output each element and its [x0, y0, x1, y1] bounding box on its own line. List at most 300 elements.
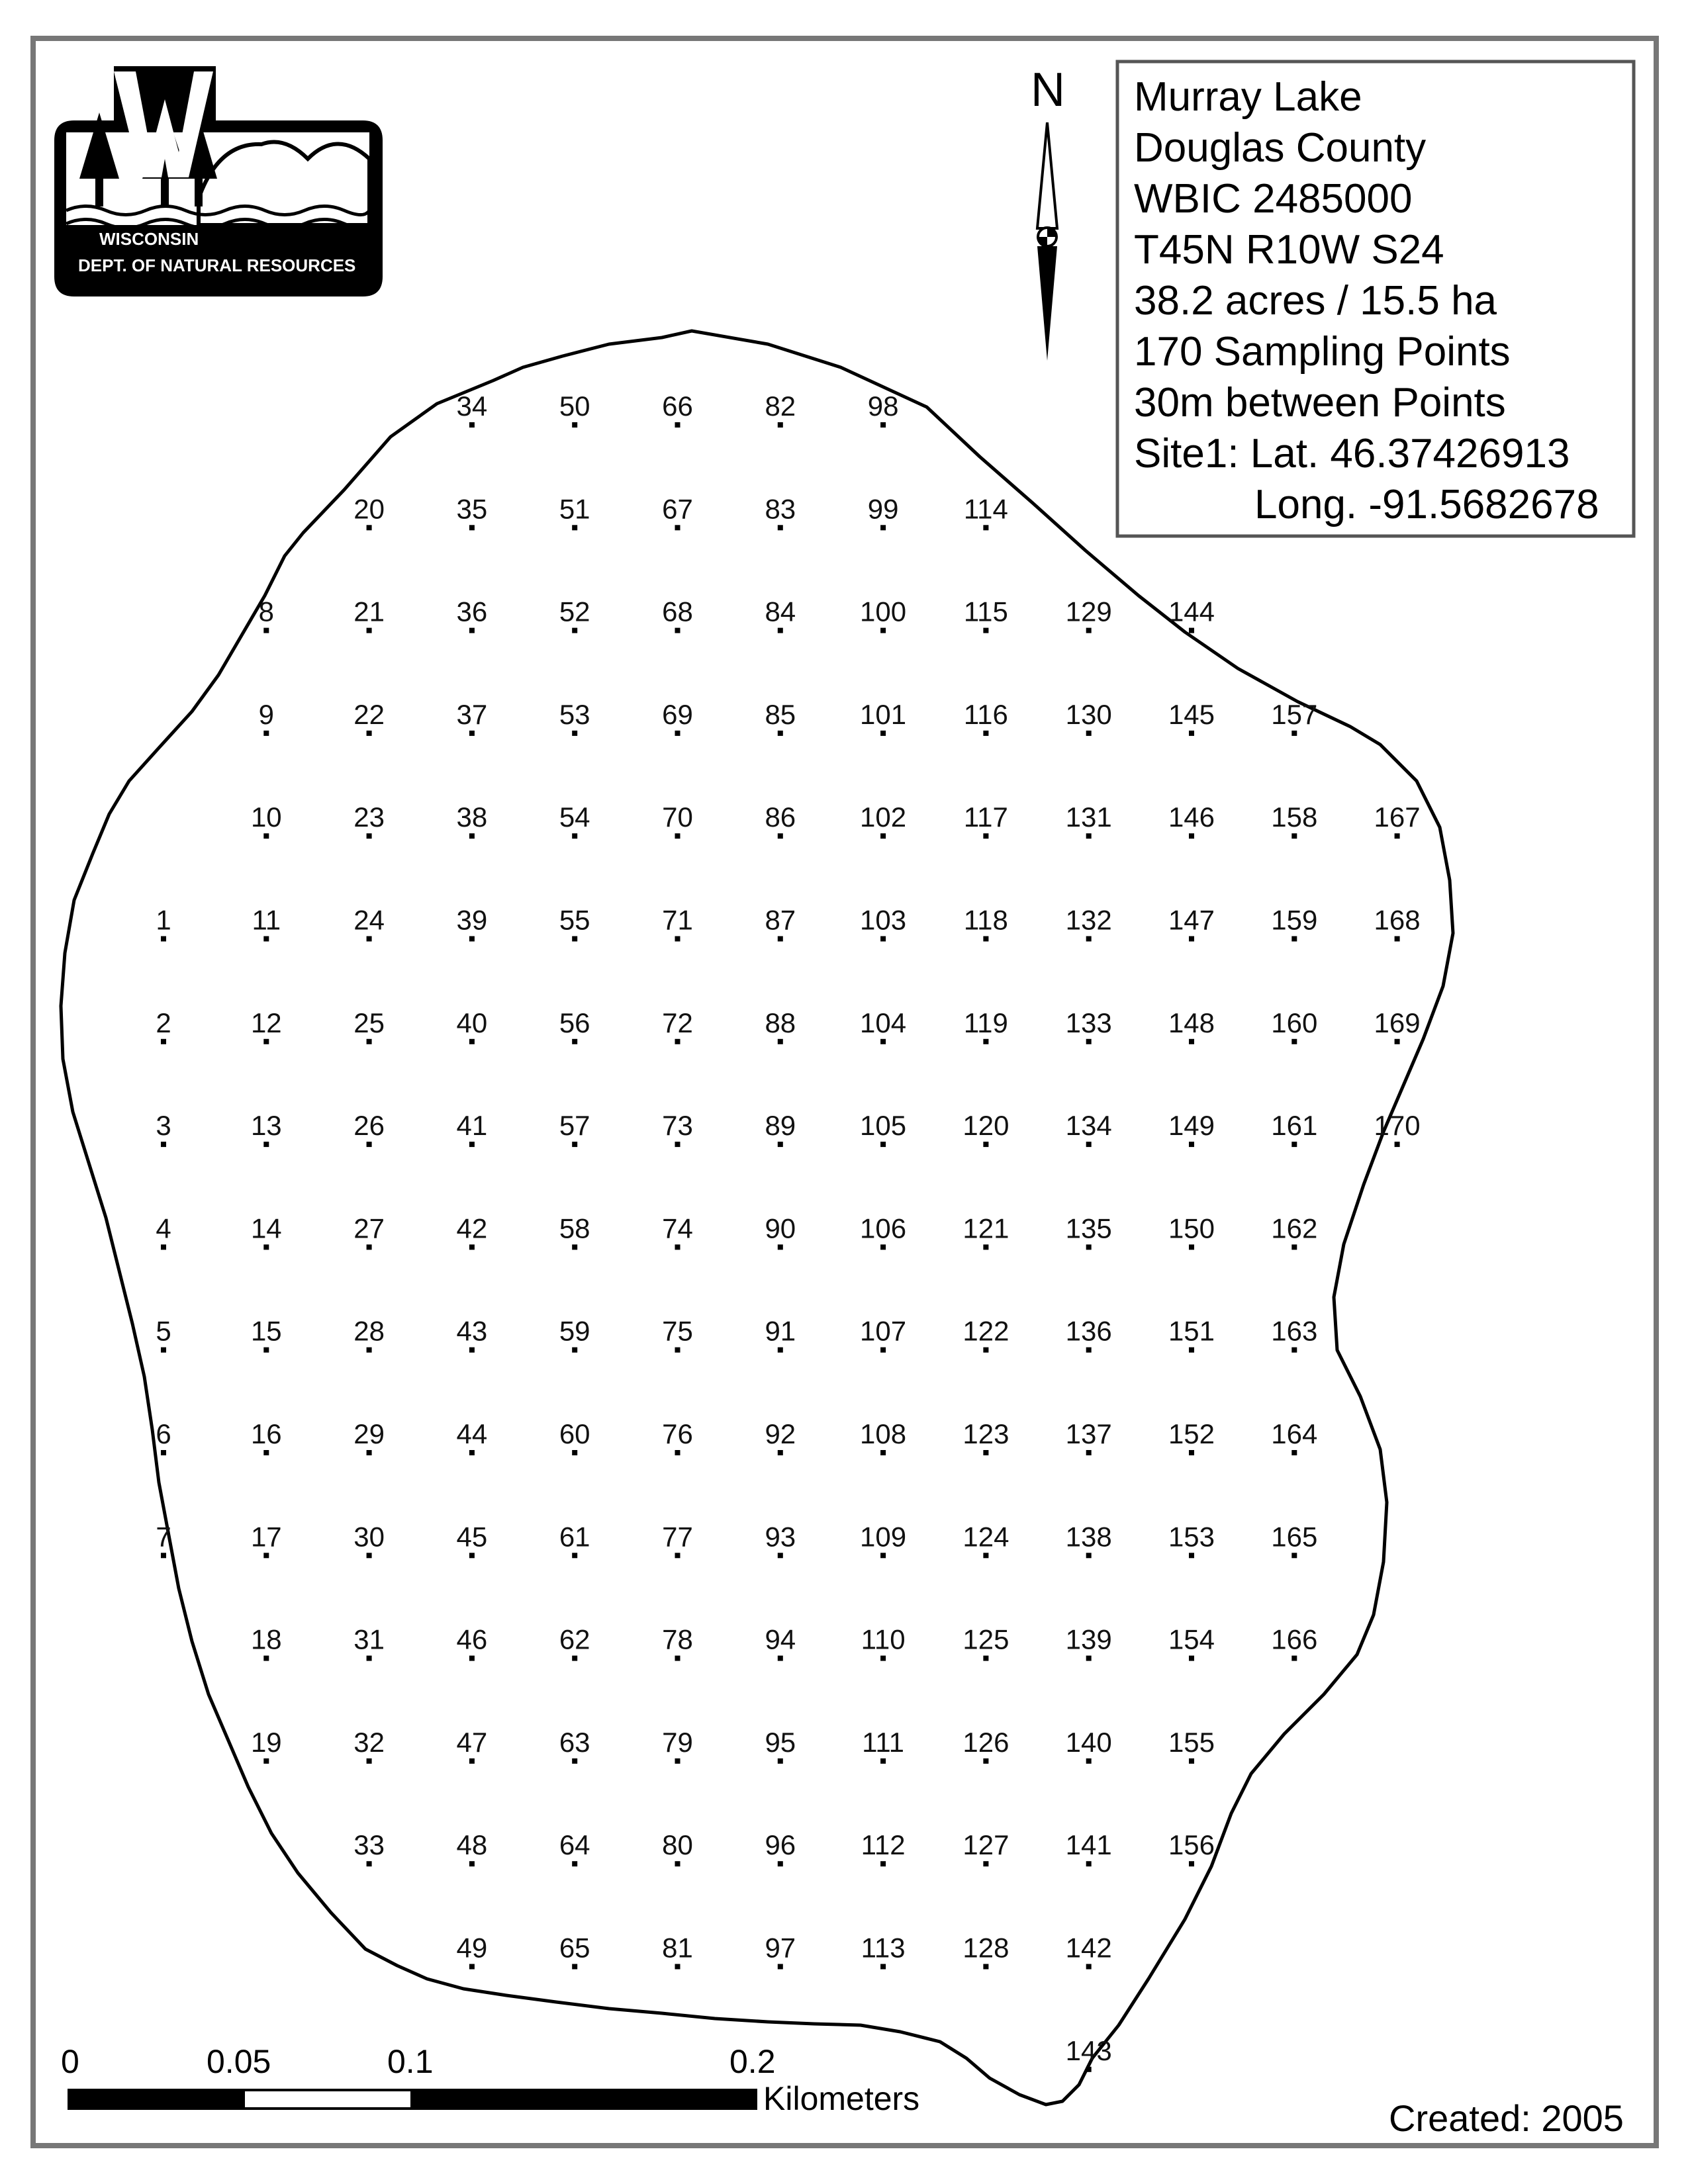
sampling-point-marker — [880, 1758, 886, 1764]
sampling-point-label: 155 — [1168, 1726, 1215, 1758]
sampling-point-marker — [367, 1861, 372, 1866]
sampling-point-marker — [880, 1861, 886, 1866]
sampling-point-label: 121 — [962, 1212, 1009, 1244]
sampling-point-marker — [1189, 1656, 1194, 1661]
sampling-point-label: 133 — [1065, 1007, 1112, 1038]
sampling-point-marker — [880, 1244, 886, 1250]
sampling-point-marker — [469, 628, 475, 633]
sampling-point-label: 12 — [250, 1007, 282, 1038]
sampling-point-label: 151 — [1168, 1315, 1215, 1347]
sampling-point-label: 116 — [963, 698, 1008, 730]
sampling-point-label: 55 — [559, 904, 590, 936]
sampling-point-label: 18 — [250, 1623, 282, 1655]
sampling-point-marker — [572, 525, 577, 530]
sampling-point-marker — [880, 1553, 886, 1558]
sampling-point-label: 112 — [861, 1829, 906, 1861]
sampling-point-marker — [469, 1347, 475, 1353]
sampling-point-marker — [1189, 1347, 1194, 1353]
sampling-point-marker — [983, 731, 988, 736]
sampling-point-marker — [367, 1142, 372, 1147]
sampling-point-marker — [161, 936, 166, 942]
sampling-point-marker — [675, 1142, 680, 1147]
sampling-point-marker — [1086, 936, 1092, 942]
site1-latitude: Site1: Lat. 46.37426913 — [1134, 431, 1570, 477]
sampling-point-marker — [675, 1244, 680, 1250]
sampling-point-label: 170 — [1374, 1110, 1421, 1142]
sampling-point-label: 125 — [962, 1623, 1009, 1655]
sampling-point-marker — [1086, 1450, 1092, 1455]
sampling-point-label: 147 — [1168, 904, 1215, 936]
sampling-point-label: 162 — [1271, 1212, 1318, 1244]
sampling-point-marker — [1189, 1758, 1194, 1764]
sampling-point-label: 160 — [1271, 1007, 1318, 1038]
sampling-point-label: 35 — [456, 493, 488, 525]
sampling-point-marker — [263, 1039, 269, 1044]
sampling-point-marker — [572, 833, 577, 839]
sampling-point-marker — [572, 1861, 577, 1866]
sampling-point-marker — [469, 1861, 475, 1866]
sampling-point-marker — [161, 1142, 166, 1147]
scale-unit: Kilometers — [763, 2080, 920, 2117]
township-range-section: T45N R10W S24 — [1134, 227, 1444, 273]
sampling-point-label: 74 — [662, 1212, 693, 1244]
sampling-point-marker — [263, 1244, 269, 1250]
sampling-point-label: 73 — [662, 1110, 693, 1142]
sampling-point-marker — [983, 936, 988, 942]
sampling-point-label: 51 — [559, 493, 590, 525]
sampling-point-label: 88 — [765, 1007, 796, 1038]
sampling-point-marker — [778, 1964, 783, 1970]
sampling-point-label: 97 — [765, 1932, 796, 1964]
sampling-point-label: 64 — [559, 1829, 590, 1861]
sampling-point-label: 49 — [456, 1932, 488, 1964]
sampling-point-marker — [1086, 731, 1092, 736]
county: Douglas County — [1134, 125, 1427, 171]
sampling-point-label: 139 — [1065, 1623, 1112, 1655]
sampling-point-marker — [161, 1039, 166, 1044]
sampling-point-marker — [1189, 1142, 1194, 1147]
sampling-point-label: 30 — [353, 1521, 385, 1553]
sampling-point-marker — [983, 1347, 988, 1353]
sampling-point-label: 52 — [559, 596, 590, 627]
sampling-point-label: 103 — [860, 904, 907, 936]
sampling-point-label: 163 — [1271, 1315, 1318, 1347]
sampling-point-label: 161 — [1271, 1110, 1318, 1142]
sampling-point-label: 59 — [559, 1315, 590, 1347]
sampling-point-label: 65 — [559, 1932, 590, 1964]
sampling-point-label: 167 — [1374, 801, 1421, 833]
sampling-point-marker — [880, 731, 886, 736]
sampling-point-label: 57 — [559, 1110, 590, 1142]
sampling-point-marker — [778, 628, 783, 633]
sampling-point-label: 129 — [1065, 596, 1112, 627]
sampling-point-marker — [880, 422, 886, 428]
sampling-point-label: 131 — [1065, 801, 1112, 833]
sampling-point-marker — [983, 628, 988, 633]
sampling-point-marker — [469, 525, 475, 530]
sampling-point-label: 123 — [962, 1418, 1009, 1449]
sampling-point-label: 3 — [156, 1110, 171, 1142]
sampling-point-label: 27 — [353, 1212, 385, 1244]
sampling-point-marker — [263, 936, 269, 942]
logo-line-1: WISCONSIN — [99, 229, 199, 249]
sampling-point-label: 8 — [258, 596, 274, 627]
sampling-point-label: 36 — [456, 596, 488, 627]
sampling-point-label: 168 — [1374, 904, 1421, 936]
sampling-point-label: 159 — [1271, 904, 1318, 936]
sampling-point-label: 143 — [1065, 2034, 1112, 2066]
sampling-point-marker — [469, 833, 475, 839]
sampling-point-label: 84 — [765, 596, 796, 627]
sampling-point-marker — [1291, 1039, 1297, 1044]
sampling-point-marker — [675, 833, 680, 839]
sampling-point-marker — [1086, 628, 1092, 633]
sampling-point-marker — [263, 731, 269, 736]
sampling-point-label: 113 — [861, 1932, 906, 1964]
sampling-point-label: 76 — [662, 1418, 693, 1449]
sampling-point-marker — [1291, 833, 1297, 839]
sampling-point-label: 38 — [456, 801, 488, 833]
sampling-point-count: 170 Sampling Points — [1134, 329, 1511, 375]
sampling-point-marker — [1086, 1244, 1092, 1250]
sampling-point-marker — [161, 1553, 166, 1558]
sampling-point-marker — [1291, 1142, 1297, 1147]
sampling-point-marker — [1189, 833, 1194, 839]
scale-segment-3 — [412, 2090, 756, 2109]
sampling-point-marker — [469, 1964, 475, 1970]
sampling-point-marker — [161, 1347, 166, 1353]
sampling-point-marker — [778, 525, 783, 530]
sampling-point-label: 156 — [1168, 1829, 1215, 1861]
sampling-point-marker — [1189, 1039, 1194, 1044]
sampling-point-marker — [367, 1347, 372, 1353]
sampling-point-marker — [675, 1039, 680, 1044]
sampling-point-marker — [983, 525, 988, 530]
sampling-point-label: 20 — [353, 493, 385, 525]
site1-longitude: Long. -91.5682678 — [1254, 482, 1599, 527]
sampling-point-marker — [1291, 1244, 1297, 1250]
sampling-point-label: 164 — [1271, 1418, 1318, 1449]
sampling-point-label: 32 — [353, 1726, 385, 1758]
sampling-point-label: 83 — [765, 493, 796, 525]
sampling-point-marker — [263, 1142, 269, 1147]
sampling-point-label: 17 — [250, 1521, 282, 1553]
sampling-point-marker — [469, 1039, 475, 1044]
sampling-point-label: 85 — [765, 698, 796, 730]
sampling-point-marker — [1189, 936, 1194, 942]
sampling-point-marker — [263, 833, 269, 839]
sampling-point-marker — [778, 1861, 783, 1866]
sampling-point-label: 141 — [1065, 1829, 1112, 1861]
sampling-point-marker — [1291, 1450, 1297, 1455]
sampling-point-label: 127 — [962, 1829, 1009, 1861]
sampling-point-marker — [675, 936, 680, 942]
sampling-point-marker — [983, 1656, 988, 1661]
sampling-point-marker — [778, 936, 783, 942]
sampling-point-label: 1 — [156, 904, 171, 936]
sampling-point-label: 140 — [1065, 1726, 1112, 1758]
sampling-point-marker — [880, 936, 886, 942]
sampling-point-marker — [1086, 1553, 1092, 1558]
sampling-point-label: 92 — [765, 1418, 796, 1449]
sampling-point-label: 109 — [860, 1521, 907, 1553]
sampling-point-marker — [161, 1244, 166, 1250]
sampling-point-label: 105 — [860, 1110, 907, 1142]
sampling-point-marker — [983, 1244, 988, 1250]
sampling-point-label: 132 — [1065, 904, 1112, 936]
sampling-point-marker — [1086, 1758, 1092, 1764]
sampling-point-marker — [572, 1656, 577, 1661]
sampling-point-label: 46 — [456, 1623, 488, 1655]
logo-line-2: DEPT. OF NATURAL RESOURCES — [78, 255, 356, 275]
sampling-point-marker — [983, 1039, 988, 1044]
sampling-point-label: 41 — [456, 1110, 488, 1142]
sampling-point-marker — [675, 1861, 680, 1866]
sampling-point-marker — [1086, 1039, 1092, 1044]
sampling-point-label: 68 — [662, 596, 693, 627]
sampling-point-marker — [1189, 1553, 1194, 1558]
sampling-point-label: 44 — [456, 1418, 488, 1449]
wbic-code: WBIC 2485000 — [1134, 176, 1413, 222]
sampling-point-marker — [263, 1553, 269, 1558]
sampling-point-label: 56 — [559, 1007, 590, 1038]
sampling-point-marker — [572, 1142, 577, 1147]
sampling-point-marker — [880, 1656, 886, 1661]
sampling-point-label: 154 — [1168, 1623, 1215, 1655]
sampling-point-marker — [880, 1964, 886, 1970]
sampling-point-marker — [572, 936, 577, 942]
sampling-point-marker — [880, 525, 886, 530]
sampling-point-marker — [367, 936, 372, 942]
sampling-point-marker — [778, 1347, 783, 1353]
sampling-point-marker — [1086, 1964, 1092, 1970]
sampling-point-marker — [778, 1244, 783, 1250]
sampling-point-marker — [469, 1450, 475, 1455]
sampling-point-marker — [675, 1450, 680, 1455]
sampling-point-marker — [1086, 1347, 1092, 1353]
scale-segment-1 — [69, 2090, 244, 2109]
sampling-point-label: 70 — [662, 801, 693, 833]
sampling-point-label: 106 — [860, 1212, 907, 1244]
sampling-point-label: 5 — [156, 1315, 171, 1347]
sampling-point-marker — [1291, 936, 1297, 942]
sampling-point-label: 152 — [1168, 1418, 1215, 1449]
sampling-point-label: 72 — [662, 1007, 693, 1038]
sampling-point-marker — [1395, 936, 1400, 942]
sampling-point-label: 169 — [1374, 1007, 1421, 1038]
sampling-point-marker — [1086, 833, 1092, 839]
sampling-point-label: 136 — [1065, 1315, 1112, 1347]
sampling-point-marker — [367, 1656, 372, 1661]
sampling-point-marker — [778, 731, 783, 736]
sampling-point-marker — [1395, 833, 1400, 839]
sampling-point-label: 94 — [765, 1623, 796, 1655]
sampling-point-label: 75 — [662, 1315, 693, 1347]
sampling-point-label: 86 — [765, 801, 796, 833]
sampling-point-marker — [1189, 1244, 1194, 1250]
sampling-point-marker — [1189, 1861, 1194, 1866]
sampling-point-label: 99 — [867, 493, 899, 525]
created-date: Created: 2005 — [1389, 2097, 1624, 2139]
sampling-point-marker — [469, 1553, 475, 1558]
sampling-point-label: 110 — [861, 1623, 906, 1655]
sampling-point-marker — [778, 1553, 783, 1558]
sampling-point-label: 122 — [962, 1315, 1009, 1347]
sampling-point-marker — [675, 422, 680, 428]
sampling-point-label: 98 — [867, 390, 899, 422]
sampling-point-marker — [1086, 1861, 1092, 1866]
sampling-point-label: 28 — [353, 1315, 385, 1347]
sampling-point-label: 149 — [1168, 1110, 1215, 1142]
sampling-point-label: 126 — [962, 1726, 1009, 1758]
sampling-point-label: 48 — [456, 1829, 488, 1861]
sampling-point-marker — [1086, 1656, 1092, 1661]
sampling-point-label: 157 — [1271, 698, 1318, 730]
sampling-point-label: 6 — [156, 1418, 171, 1449]
sampling-point-marker — [1189, 628, 1194, 633]
sampling-point-marker — [572, 628, 577, 633]
sampling-point-marker — [983, 1142, 988, 1147]
sampling-point-marker — [1189, 1450, 1194, 1455]
sampling-point-label: 23 — [353, 801, 385, 833]
sampling-point-marker — [983, 1450, 988, 1455]
sampling-point-label: 69 — [662, 698, 693, 730]
sampling-point-marker — [367, 1450, 372, 1455]
sampling-point-marker — [367, 833, 372, 839]
sampling-point-marker — [263, 1450, 269, 1455]
point-spacing: 30m between Points — [1134, 380, 1506, 426]
sampling-point-marker — [675, 1964, 680, 1970]
sampling-point-label: 124 — [962, 1521, 1009, 1553]
sampling-point-label: 102 — [860, 801, 907, 833]
sampling-point-label: 10 — [250, 801, 282, 833]
sampling-point-marker — [572, 1553, 577, 1558]
sampling-point-marker — [778, 1656, 783, 1661]
sampling-point-label: 153 — [1168, 1521, 1215, 1553]
sampling-point-marker — [880, 1450, 886, 1455]
sampling-point-marker — [572, 1244, 577, 1250]
sampling-point-marker — [675, 1758, 680, 1764]
sampling-point-label: 53 — [559, 698, 590, 730]
sampling-point-label: 80 — [662, 1829, 693, 1861]
sampling-point-label: 137 — [1065, 1418, 1112, 1449]
sampling-point-label: 7 — [156, 1521, 171, 1553]
sampling-point-marker — [983, 833, 988, 839]
sampling-point-label: 107 — [860, 1315, 907, 1347]
sampling-point-marker — [983, 1553, 988, 1558]
sampling-point-marker — [675, 1553, 680, 1558]
sampling-point-marker — [1291, 1347, 1297, 1353]
map-info-box — [1117, 62, 1634, 536]
sampling-point-label: 4 — [156, 1212, 171, 1244]
sampling-point-label: 115 — [963, 596, 1008, 627]
sampling-point-marker — [675, 1656, 680, 1661]
sampling-point-label: 93 — [765, 1521, 796, 1553]
scale-label-005: 0.05 — [207, 2043, 271, 2080]
sampling-point-marker — [778, 1450, 783, 1455]
sampling-point-marker — [469, 1758, 475, 1764]
sampling-point-label: 26 — [353, 1110, 385, 1142]
sampling-point-marker — [778, 1039, 783, 1044]
sampling-point-label: 142 — [1065, 1932, 1112, 1964]
sampling-point-marker — [778, 422, 783, 428]
lake-name: Murray Lake — [1134, 74, 1362, 120]
sampling-point-label: 81 — [662, 1932, 693, 1964]
sampling-point-label: 45 — [456, 1521, 488, 1553]
scale-label-01: 0.1 — [387, 2043, 434, 2080]
sampling-point-marker — [572, 1758, 577, 1764]
sampling-point-marker — [469, 422, 475, 428]
sampling-point-marker — [469, 1244, 475, 1250]
sampling-point-label: 146 — [1168, 801, 1215, 833]
sampling-point-marker — [1291, 1553, 1297, 1558]
sampling-point-label: 39 — [456, 904, 488, 936]
sampling-point-marker — [983, 1964, 988, 1970]
sampling-point-label: 62 — [559, 1623, 590, 1655]
sampling-point-marker — [880, 1142, 886, 1147]
sampling-point-label: 135 — [1065, 1212, 1112, 1244]
sampling-point-marker — [1291, 731, 1297, 736]
sampling-point-marker — [469, 731, 475, 736]
sampling-point-label: 120 — [962, 1110, 1009, 1142]
sampling-point-label: 128 — [962, 1932, 1009, 1964]
sampling-point-label: 104 — [860, 1007, 907, 1038]
sampling-point-marker — [469, 1656, 475, 1661]
sampling-point-label: 166 — [1271, 1623, 1318, 1655]
sampling-point-label: 2 — [156, 1007, 171, 1038]
sampling-point-marker — [367, 1244, 372, 1250]
sampling-point-label: 25 — [353, 1007, 385, 1038]
sampling-point-marker — [778, 833, 783, 839]
sampling-point-marker — [1086, 2067, 1092, 2072]
sampling-point-marker — [572, 1347, 577, 1353]
sampling-point-marker — [263, 628, 269, 633]
sampling-point-label: 158 — [1271, 801, 1318, 833]
north-label: N — [1031, 64, 1065, 116]
scale-label-0: 0 — [61, 2043, 79, 2080]
sampling-point-label: 16 — [250, 1418, 282, 1449]
sampling-point-marker — [880, 628, 886, 633]
sampling-point-marker — [1291, 1656, 1297, 1661]
sampling-point-label: 144 — [1168, 596, 1215, 627]
sampling-point-label: 108 — [860, 1418, 907, 1449]
sampling-point-label: 9 — [258, 698, 274, 730]
sampling-point-label: 21 — [353, 596, 385, 627]
sampling-point-label: 47 — [456, 1726, 488, 1758]
sampling-point-label: 165 — [1271, 1521, 1318, 1553]
scale-label-02: 0.2 — [729, 2043, 776, 2080]
sampling-point-label: 145 — [1168, 698, 1215, 730]
sampling-point-label: 101 — [860, 698, 907, 730]
sampling-point-label: 89 — [765, 1110, 796, 1142]
sampling-point-label: 119 — [963, 1007, 1008, 1038]
sampling-point-label: 114 — [963, 493, 1008, 525]
sampling-point-label: 111 — [862, 1726, 905, 1758]
sampling-point-marker — [572, 731, 577, 736]
sampling-point-marker — [983, 1861, 988, 1866]
sampling-point-marker — [675, 628, 680, 633]
sampling-point-marker — [1395, 1039, 1400, 1044]
sampling-point-marker — [778, 1142, 783, 1147]
sampling-point-label: 54 — [559, 801, 590, 833]
sampling-point-label: 79 — [662, 1726, 693, 1758]
sampling-point-label: 130 — [1065, 698, 1112, 730]
sampling-point-label: 34 — [456, 390, 488, 422]
sampling-point-marker — [367, 1758, 372, 1764]
sampling-point-marker — [983, 1758, 988, 1764]
sampling-point-label: 60 — [559, 1418, 590, 1449]
sampling-point-label: 42 — [456, 1212, 488, 1244]
